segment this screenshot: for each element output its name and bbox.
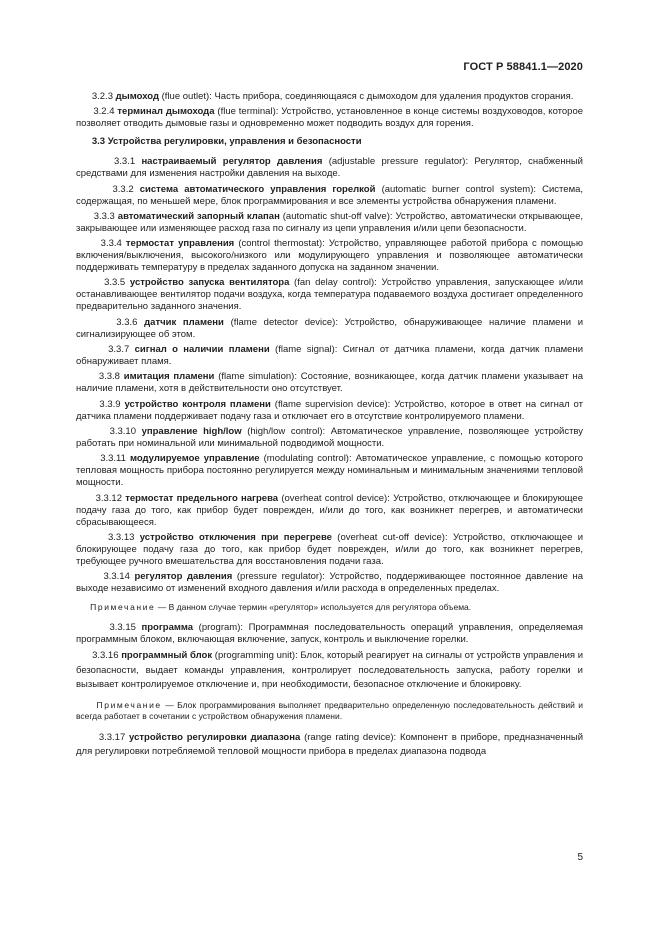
- term-name: устройство отключения при перегреве: [139, 531, 332, 543]
- term-entry-3-3-13: [76, 532, 583, 568]
- term-number: 3.3.17: [98, 731, 126, 743]
- term-name: система автоматического управления горелкой: [139, 183, 376, 195]
- term-name: управление high/low: [141, 425, 242, 437]
- document-body: [76, 91, 583, 763]
- term-english: (flame detector device):: [230, 316, 338, 328]
- term-definition: Устройство, отключающее и блокирующее подачу газа до того, как прибор будет поврежден, и/или до того, как возникнет перегрев, и автоматически сбрасывающееся.: [76, 492, 584, 528]
- term-definition: Сигнал от датчика пламени, когда датчик пламени обнаруживает пламя.: [76, 344, 583, 368]
- term-name: термостат управления: [125, 238, 235, 250]
- term-name: термостат предельного нагрева: [125, 492, 279, 504]
- term-definition: Устройство, установленное в конце системы воздуховодов, которое позволяет отводить дымовые газы и одновременно может подводить воздух для горения.: [76, 106, 584, 130]
- term-name: терминал дымохода: [117, 106, 215, 118]
- term-number: 3.3.16: [92, 650, 119, 662]
- term-definition: Компонент в приборе, предназначенный для регулировки потребляемой тепловой мощности прибора в пределах диапазона подвода: [76, 731, 584, 758]
- term-english: (range rating device):: [304, 731, 397, 743]
- term-definition: Устройство, отключающее и блокирующее подачу газа до того, как прибор будет поврежден, и/или до того, как возникнет перегрев, требующее ручного вмешательства для восстановления подачи газа.: [76, 531, 584, 567]
- term-number: 3.3.8: [98, 371, 120, 383]
- term-definition: Часть прибора, соединяющаяся с дымоходом для удаления продуктов сгорания.: [214, 91, 574, 102]
- term-english: (modulating control):: [263, 453, 352, 465]
- term-number: 3.3.4: [100, 238, 122, 250]
- term-number: 3.3.9: [99, 398, 121, 410]
- term-number: 3.3.6: [116, 316, 138, 328]
- note-text: — Блок программирования выполняет предварительно определенную последовательность действий и всегда работает в сочетании с устройством обнаружения пламени.: [76, 699, 584, 721]
- term-entry-3-3-11: [76, 453, 583, 489]
- term-entry-3-2-3: [76, 91, 583, 103]
- note-label: Примечание: [96, 699, 162, 710]
- term-definition: Устройство управления, запускающее и/или останавливающее вентилятор подачи воздуха, когда температура подаваемого воздуха достигает определенного предварительно заданного значения.: [76, 277, 584, 313]
- term-entry-3-3-17: [76, 731, 583, 760]
- term-name: программный блок: [121, 650, 213, 662]
- term-english: (flame supervision device):: [274, 398, 391, 410]
- term-number: 3.3.12: [95, 492, 122, 504]
- term-definition: Автоматическое управление, с помощью которого тепловая мощность прибора постоянно регулируется между номинальным и минимальным значениями тепловой мощности.: [76, 453, 583, 489]
- page-number: 5: [577, 852, 583, 863]
- term-number: 3.3.7: [108, 344, 130, 356]
- term-entry-3-2-4: [76, 106, 583, 130]
- term-definition: Система, содержащая, по меньшей мере, блок программирования и все элементы устройства обнаружения пламени.: [76, 183, 584, 207]
- term-entry-3-3-15: [76, 622, 583, 646]
- term-number: 3.3.5: [104, 277, 126, 289]
- term-definition: Блок, который реагирует на сигналы от устройств управления и безопасности, выдает команды управления, контролирует последовательность запуска, работу горелки и вызывает контролируемое отключение и, при необходимости, безопасное отключение и блокировку.: [76, 650, 584, 691]
- term-definition: Устройство, управляющее работой прибора с помощью включения/выключения, высокого/низкого или модулирующего управления и позволяющее автоматически поддерживать температуру в пределах заданного допуска на заданном значении.: [76, 238, 583, 274]
- term-definition: Программная последовательность операций управления, определяемая программным блоком, включающая включение, запуск, контроль и выключение горелки.: [76, 622, 583, 646]
- term-name: дымоход: [115, 91, 159, 102]
- term-name: устройство регулировки диапазона: [129, 731, 301, 743]
- term-name: автоматический запорный клапан: [117, 210, 280, 222]
- term-entry-3-3-10: [76, 426, 583, 450]
- term-number: 3.3.11: [100, 453, 126, 465]
- term-number: 3.3.3: [93, 210, 115, 222]
- term-definition: Устройство, которое в ответ на сигнал от датчика пламени поддерживает подачу газа и отключает его в отсутствие контролируемого пламени.: [76, 398, 583, 422]
- term-number: 3.3.10: [109, 425, 136, 437]
- term-definition: Устройство, поддерживающее постоянное давление на выходе независимо от изменений входного давления и/или расхода в определенных пределах.: [76, 571, 584, 595]
- term-number: 3.3.2: [112, 183, 134, 195]
- term-entry-3-3-16: [76, 649, 583, 693]
- term-english: (overheat cut-off device):: [337, 531, 448, 543]
- term-entry-3-3-4: [76, 238, 583, 274]
- term-name: имитация пламени: [123, 371, 215, 383]
- term-name: устройство контроля пламени: [124, 398, 271, 410]
- term-entry-3-3-14: [76, 571, 583, 595]
- term-definition: Устройство, автоматически открывающее, закрывающее или изменяющее расход газа по сигналу из цепи управления и/или цепи безопасности.: [76, 210, 584, 234]
- note: [76, 700, 583, 722]
- term-english: (flue terminal):: [217, 106, 279, 118]
- term-definition: Устройство, обнаруживающее наличие пламени и сигнализирующее об этом.: [76, 316, 584, 340]
- term-entry-3-3-8: [76, 371, 583, 395]
- term-entry-3-3-5: [76, 277, 583, 313]
- term-number: 3.3.15: [109, 622, 136, 634]
- section-title: 3.3 Устройства регулировки, управления и безопасности: [91, 136, 362, 148]
- note: [76, 602, 583, 613]
- term-number: 3.3.1: [113, 156, 136, 168]
- term-definition: Автоматическое управление, позволяющее устройству работать при номинальной или минимальной подводимой мощности.: [76, 425, 584, 449]
- term-name: регулятор давления: [134, 571, 233, 583]
- term-entry-3-3-2: [76, 184, 583, 208]
- section-heading: [76, 136, 583, 148]
- term-entry-3-3-1: [76, 156, 583, 180]
- term-definition: Регулятор, снабженный средствами для изменения настройки давления на выходе.: [76, 156, 583, 180]
- term-english: (pressure regulator):: [236, 571, 325, 583]
- note-label: Примечание: [90, 602, 156, 613]
- term-entry-3-3-6: [76, 317, 583, 341]
- term-english: (high/low control):: [247, 425, 326, 437]
- term-number: 3.3.13: [107, 531, 135, 543]
- term-name: программа: [141, 622, 194, 634]
- term-entry-3-3-3: [76, 211, 583, 235]
- term-english: (flame simulation):: [218, 371, 297, 383]
- term-number: 3.3.14: [103, 571, 130, 583]
- term-name: настраиваемый регулятор давления: [141, 156, 323, 168]
- term-english: (program):: [198, 622, 243, 634]
- term-entry-3-3-12: [76, 493, 583, 529]
- term-english: (flue outlet):: [161, 91, 212, 102]
- term-english: (automatic shut-off valve):: [282, 210, 393, 222]
- term-definition: Состояние, возникающее, когда датчик пламени указывает на наличие пламени, хотя в действительности оно отсутствует.: [76, 371, 584, 395]
- term-number: 3.2.4: [93, 106, 115, 118]
- term-entry-3-3-7: [76, 344, 583, 368]
- term-name: датчик пламени: [144, 316, 224, 328]
- note-text: — В данном случае термин «регулятор» используется для регулятора объема.: [157, 602, 472, 613]
- term-english: (flame signal):: [275, 344, 338, 356]
- term-entry-3-3-9: [76, 399, 583, 423]
- term-name: устройство запуска вентилятора: [129, 277, 290, 289]
- term-english: (automatic burner control system):: [381, 183, 537, 195]
- document-header: ГОСТ Р 58841.1—2020: [463, 61, 583, 73]
- term-english: (overheat control device):: [281, 492, 390, 504]
- term-english: (control thermostat):: [238, 238, 325, 250]
- term-name: модулируемое управление: [129, 453, 260, 465]
- term-english: (programming unit):: [214, 650, 298, 662]
- term-english: (fan delay control):: [294, 277, 377, 289]
- term-english: (adjustable pressure regulator):: [328, 156, 469, 168]
- term-name: сигнал о наличии пламени: [134, 344, 270, 356]
- term-number: 3.2.3: [91, 91, 113, 102]
